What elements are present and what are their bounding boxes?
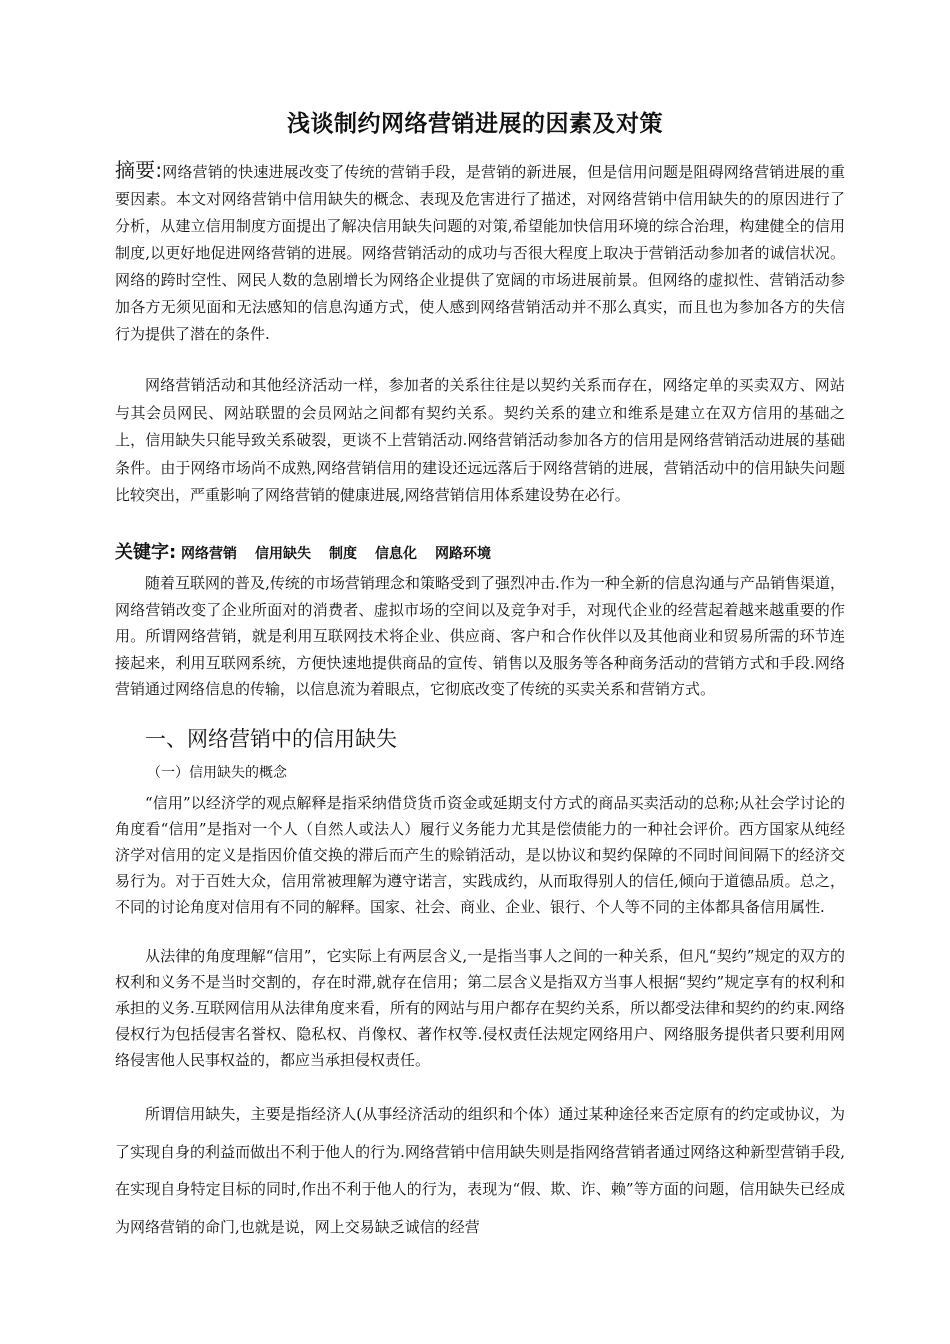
- subsection-heading-1-1: （一）信用缺失的概念: [147, 765, 287, 781]
- abstract-label: 摘要:: [115, 158, 163, 182]
- body-paragraph-5: 所谓信用缺失，主要是指经济人(从事经济活动的组织和个体）通过某种途径来否定原有的约定或协议，为了实现自身的利益而做出不利于他人的行为.网络营销中信用缺失则是指网络营销者通过网络这种新型营销手段,在实现自身特定目标的同时,作出不利于他人的行为，表现为“假、欺、诈、赖”等方面的问题，信用缺失已经成为网络营销的命门,也就是说，网上交易缺乏诚信的经营: [115, 1105, 845, 1236]
- keyword-item: 网路环境: [434, 546, 491, 562]
- body-paragraph-1: 网络营销活动和其他经济活动一样，参加者的关系往往是以契约关系而存在，网络定单的买卖双方、网站与其会员网民、网站联盟的会员网站之间都有契约关系。契约关系的建立和维系是建立在双方信用的基础之上，信用缺失只能导致关系破裂，更谈不上营销活动.网络营销活动参加各方的信用是网络营销活动进展的基础条件。由于网络市场尚不成熟,网络营销信用的建设还远远落后于网络营销的进展，营销活动中的信用缺失问题比较突出，严重影响了网络营销的健康进展,网络营销信用体系建设势在必行。: [115, 376, 845, 504]
- body-paragraph-2: 随着互联网的普及,传统的市场营销理念和策略受到了强烈冲击.作为一种全新的信息沟通与产品销售渠道，网络营销改变了企业所面对的消费者、虚拟市场的空间以及竞争对手，对现代企业的经营起着越来越重要的作用。所谓网络营销，就是利用互联网技术将企业、供应商、客户和合作伙伴以及其他商业和贸易所需的环节连接起来，利用互联网系统，方便快速地提供商品的宣传、销售以及服务等各种商务活动的营销方式和手段.网络营销通过网络信息的传输，以信息流为着眼点，它彻底改变了传统的买卖关系和营销方式。: [115, 574, 845, 698]
- keywords-line: [115, 540, 845, 567]
- keywords-label: 关键字:: [115, 542, 177, 563]
- document-title: 浅谈制约网络营销进展的因素及对策: [287, 111, 663, 137]
- body-paragraph-4: 从法律的角度理解“信用”，它实际上有两层含义,一是指当事人之间的一种关系，但凡“契约”规定的双方的权利和义务不是当时交割的，存在时滞,就存在信用；第二层含义是指双方当事人根据“契约”规定享有的权利和承担的义务.互联网信用从法律角度来看，所有的网站与用户都存在契约关系，所以都受法律和契约的约束.网络侵权行为包括侵害名誉权、隐私权、肖像权、著作权等.侵权责任法规定网络用户、网络服务提供者只要利用网络侵害他人民事权益的，都应当承担侵权责任。: [115, 947, 845, 1069]
- body-paragraph-3: “信用”以经济学的观点解释是指采纳借贷货币资金或延期支付方式的商品买卖活动的总称;从社会学讨论的角度看“信用”是指对一个人（自然人或法人）履行义务能力尤其是偿债能力的一种社会评价。西方国家从纯经济学对信用的定义是指因价值交换的滞后而产生的赊销活动，是以协议和契约保障的不同时间间隔下的经济交易行为。对于百姓大众，信用常被理解为遵守诺言，实践成约，从而取得别人的信任,倾向于道德品质。总之，不同的讨论角度对信用有不同的解释。国家、社会、商业、企业、银行、个人等不同的主体都具备信用属性.: [115, 794, 845, 916]
- section-heading-1: 一、网络营销中的信用缺失: [145, 727, 397, 751]
- keyword-item: 网络营销: [180, 546, 237, 562]
- keyword-item: 信息化: [374, 546, 417, 562]
- keyword-item: 制度: [328, 546, 357, 562]
- keyword-item: 信用缺失: [254, 546, 311, 562]
- abstract-text: 网络营销的快速进展改变了传统的营销手段，是营销的新进展，但是信用问题是阻碍网络营销进展的重要因素。本文对网络营销中信用缺失的概念、表现及危害进行了描述，对网络营销中信用缺失的的原因进行了分析，从建立信用制度方面提出了解决信用缺失问题的对策,希望能加快信用环境的综合治理，构建健全的信用制度,以更好地促进网络营销的进展。网络营销活动的成功与否很大程度上取决于营销活动参加者的诚信状况。网络的跨时空性、网民人数的急剧增长为网络企业提供了宽阔的市场进展前景。但网络的虚拟性、营销活动参加各方无须见面和无法感知的信息沟通方式，使人感到网络营销活动并不那么真实，而且也为参加各方的失信行为提供了潜在的条件.: [115, 163, 845, 343]
- abstract-paragraph: [115, 157, 845, 348]
